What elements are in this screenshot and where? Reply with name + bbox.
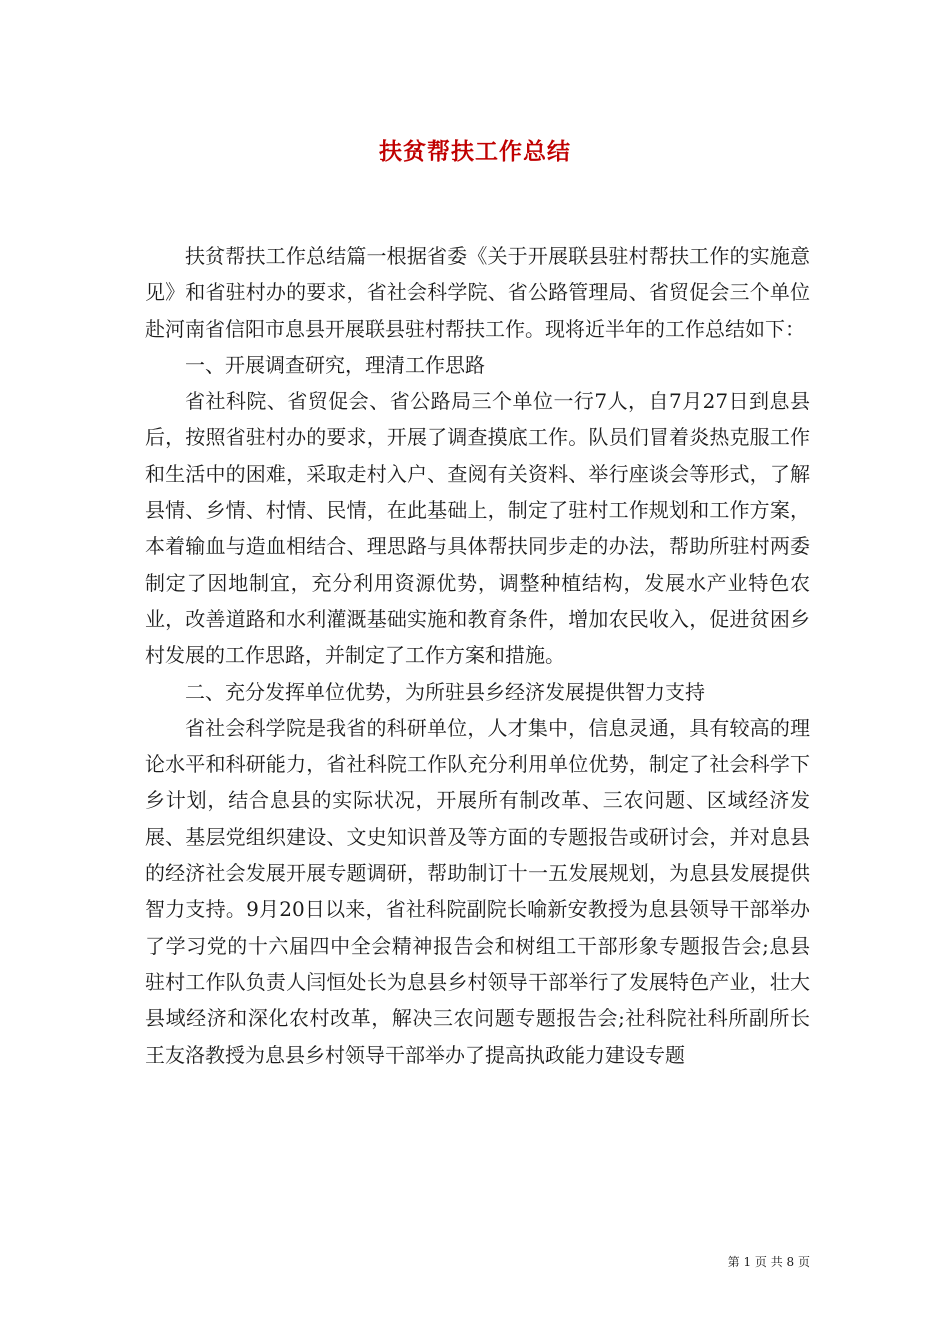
document-title: 扶贫帮扶工作总结 (379, 138, 571, 165)
section-1-paragraph: 省社科院、省贸促会、省公路局三个单位一行7人，自7月27日到息县后，按照省驻村办的要求，开展了调查摸底工作。队员们冒着炎热克服工作和生活中的困难，采取走村入户、查阅有关资料、举行座谈会等形式，了解县情、乡情、村情、民情，在此基础上，制定了驻村工作规划和工作方案，本着输血与造血相结合、理思路与具体帮扶同步走的办法，帮助所驻村两委制定了因地制宜，充分利用资源优势，调整种植结构，发展水产业特色农业，改善道路和水利灌溉基础实施和教育条件，增加农民收入，促进贫困乡村发展的工作思路，并制定了工作方案和措施。 (145, 389, 810, 668)
intro-paragraph: 扶贫帮扶工作总结篇一根据省委《关于开展联县驻村帮扶工作的实施意见》和省驻村办的要求，省社会科学院、省公路管理局、省贸促会三个单位赴河南省信阳市息县开展联县驻村帮扶工作。现将近半年的工作总结如下： (145, 244, 810, 341)
page-number: 第 1 页 共 8 页 (727, 1255, 810, 1269)
section-2-paragraph: 省社会科学院是我省的科研单位，人才集中，信息灵通，具有较高的理论水平和科研能力，省社科院工作队充分利用单位优势，制定了社会科学下乡计划，结合息县的实际状况，开展所有制改革、三农问题、区域经济发展、基层党组织建设、文史知识普及等方面的专题报告或研讨会，并对息县的经济社会发展开展专题调研，帮助制订十一五发展规划，为息县发展提供智力支持。9月20日以来，省社科院副院长喻新安教授为息县领导干部举办了学习党的十六届四中全会精神报告会和树组工干部形象专题报告会;息县驻村工作队负责人闫恒处长为息县乡村领导干部举行了发展特色产业，壮大县域经济和深化农村改革，解决三农问题专题报告会;社科院社科所副所长王友洛教授为息县乡村领导干部举办了提高执政能力建设专题 (145, 715, 810, 1067)
section-heading-2: 二、充分发挥单位优势，为所驻县乡经济发展提供智力支持 (185, 679, 705, 704)
section-heading-1: 一、开展调查研究，理清工作思路 (185, 352, 485, 377)
document-body (145, 238, 810, 1073)
